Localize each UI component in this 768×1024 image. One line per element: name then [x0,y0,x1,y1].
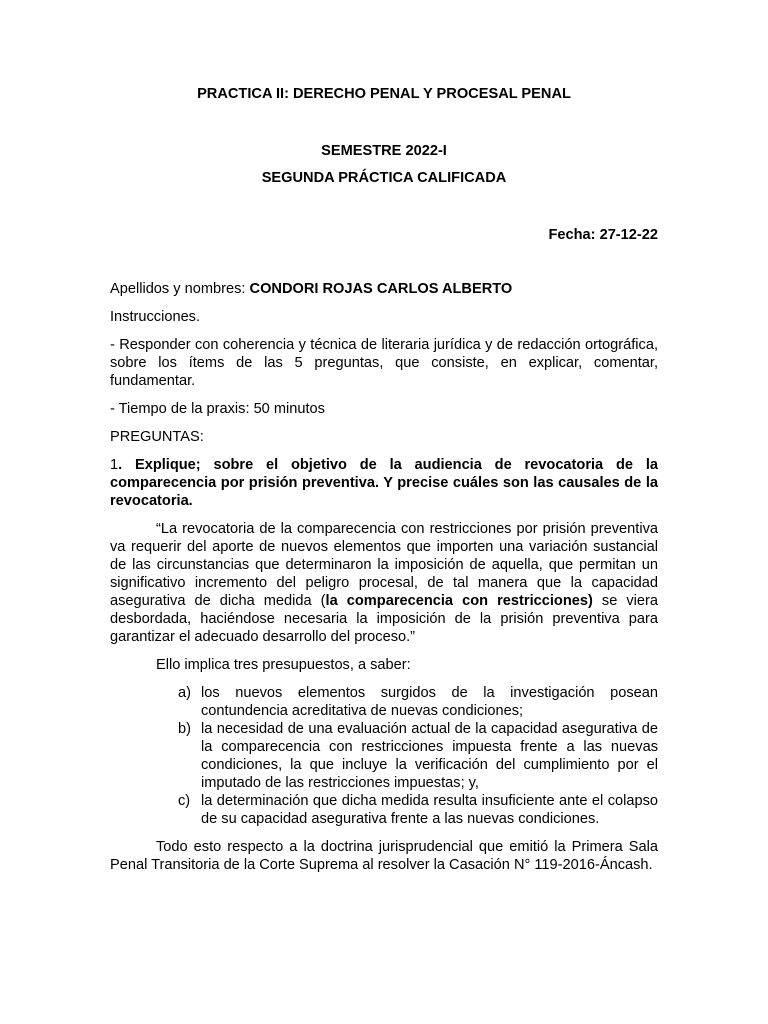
list-item-text: los nuevos elementos surgidos de la investigación posean contundencia acreditativa de nuevas condiciones; [201,685,658,719]
semester-heading: SEMESTRE 2022-I [321,143,447,159]
quote-part-2: se viera desbordada, haciéndose necesaria la imposición de la prisión preventiva para garantizar el adecuado desarrollo del proceso.” [110,593,659,645]
requirements-list [110,684,658,828]
list-item [110,684,658,720]
list-item [110,792,658,828]
list-item-label: b) [178,721,191,737]
document-body [110,280,658,884]
list-item [110,720,658,792]
questions-heading: PREGUNTAS: [110,429,204,445]
exam-subtitle: SEGUNDA PRÁCTICA CALIFICADA [261,170,507,186]
list-item-text: la determinación que dicha medida resulta insuficiente ante el colapso de su capacidad asegurativa frente a las nuevas condiciones. [201,793,658,827]
instruction-item-1: - Responder con coherencia y técnica de literaria jurídica y de redacción ortográfica, sobre los ítems de las 5 preguntas, que consiste, en explicar, comentar, fundamentar. [110,337,658,389]
instruction-item-2: - Tiempo de la praxis: 50 minutos [110,401,325,417]
answer-quote [110,520,658,646]
document-title: PRACTICA II: DERECHO PENAL Y PROCESAL PENAL [197,86,571,102]
question-text: . Explique; sobre el objetivo de la audiencia de revocatoria de la comparecencia por prisión preventiva. Y precise cuáles son las causales de la revocatoria. [110,457,658,509]
answer-intro: Ello implica tres presupuestos, a saber: [156,657,411,673]
answer-closing: Todo esto respecto a la doctrina jurisprudencial que emitió la Primera Sala Penal Transitoria de la Corte Suprema al resolver la Casación N° 119-2016-Áncash. [110,839,658,873]
instructions-heading: Instrucciones. [110,309,201,325]
student-label: Apellidos y nombres: [110,281,250,297]
question-1 [110,456,658,510]
quote-part-1: “La revocatoria de la comparecencia con restricciones por prisión preventiva va requerir del aporte de nuevos elementos que importen una variación sustancial de las circunstancias que determinaron la imposición de aquella, que permitan un significativo incremento del peligro procesal, de tal manera que la capacidad asegurativa de dicha medida ( [110,521,658,609]
list-item-label: a) [178,685,191,701]
exam-date: Fecha: 27-12-22 [548,227,658,243]
student-name: CONDORI ROJAS CARLOS ALBERTO [249,281,513,297]
question-number: 1 [110,457,119,473]
quote-bold: la comparecencia con restricciones) [325,593,593,609]
student-line [110,280,658,298]
list-item-label: c) [178,793,191,809]
list-item-text: la necesidad de una evaluación actual de la capacidad asegurativa de la comparecencia con restricciones impuesta frente a las nuevas condiciones, la que incluye la verificación del cumplimiento por el imputado de las restricciones impuestas; y, [201,721,658,791]
